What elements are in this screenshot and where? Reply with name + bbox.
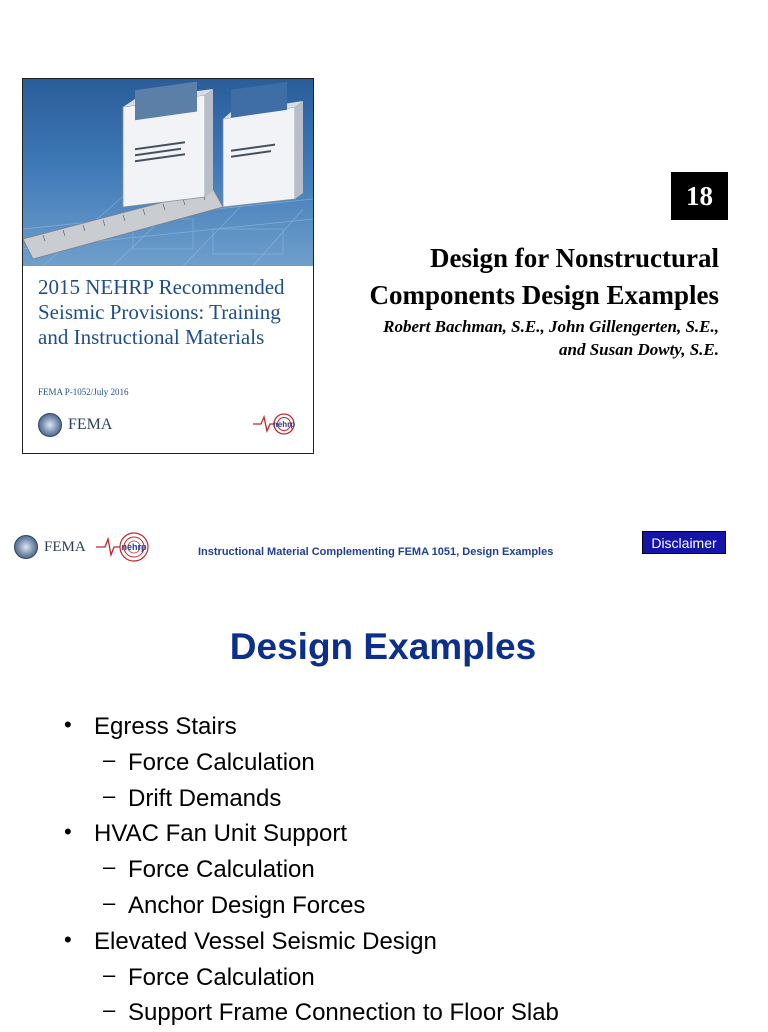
bullet-list — [62, 710, 742, 1032]
cover-photo — [23, 79, 313, 266]
sub-bullet: – Anchor Design Forces — [62, 889, 742, 925]
chapter-number-badge: 18 — [671, 172, 728, 220]
bullet-elevated-vessel: • Elevated Vessel Seismic Design — [62, 925, 742, 961]
footer-fema-logo — [14, 535, 86, 559]
bullet-hvac-fan-unit-support: • HVAC Fan Unit Support — [62, 817, 742, 853]
footer-fema-label: FEMA — [44, 538, 86, 555]
chapter-title-line-1: Design for Nonstructural — [430, 243, 719, 273]
cover-subtitle: FEMA P-1052/July 2016 — [38, 387, 129, 397]
authors-line-1: Robert Bachman, S.E., John Gillengerten, S.E., — [383, 317, 719, 336]
dhs-seal-icon — [14, 535, 38, 559]
footer-caption: Instructional Material Complementing FEMA 1051, Design Examples — [198, 546, 554, 558]
sub-bullet: – Drift Demands — [62, 782, 742, 818]
cover-image — [22, 78, 314, 454]
cover-fema-label: FEMA — [68, 416, 113, 433]
cover-title: 2015 NEHRP Recommended Seismic Provisions: Training and Instructional Materials — [38, 275, 285, 350]
slide-title: Design Examples — [229, 626, 537, 667]
footer-nehrp-label: nehrp — [121, 542, 147, 552]
authors-line-2: and Susan Dowty, S.E. — [559, 340, 719, 359]
chapter-title-line-2: Components Design Examples — [369, 280, 719, 310]
nehrp-logo-icon — [253, 412, 299, 436]
chapter-title — [299, 240, 719, 314]
sub-bullet: – Force Calculation — [62, 746, 742, 782]
bullet-egress-stairs: • Egress Stairs — [62, 710, 742, 746]
sub-bullet: – Support Frame Connection to Floor Slab — [62, 996, 742, 1032]
sub-bullet: – Force Calculation — [62, 853, 742, 889]
sub-bullet: – Force Calculation — [62, 961, 742, 997]
nehrp-logo-icon — [96, 530, 152, 564]
disclaimer-button[interactable]: Disclaimer — [642, 531, 726, 554]
dhs-seal-icon — [38, 413, 62, 437]
chapter-authors — [299, 315, 719, 361]
cover-nehrp-label: nehrp — [272, 420, 296, 429]
cover-fema-logo — [38, 413, 112, 437]
